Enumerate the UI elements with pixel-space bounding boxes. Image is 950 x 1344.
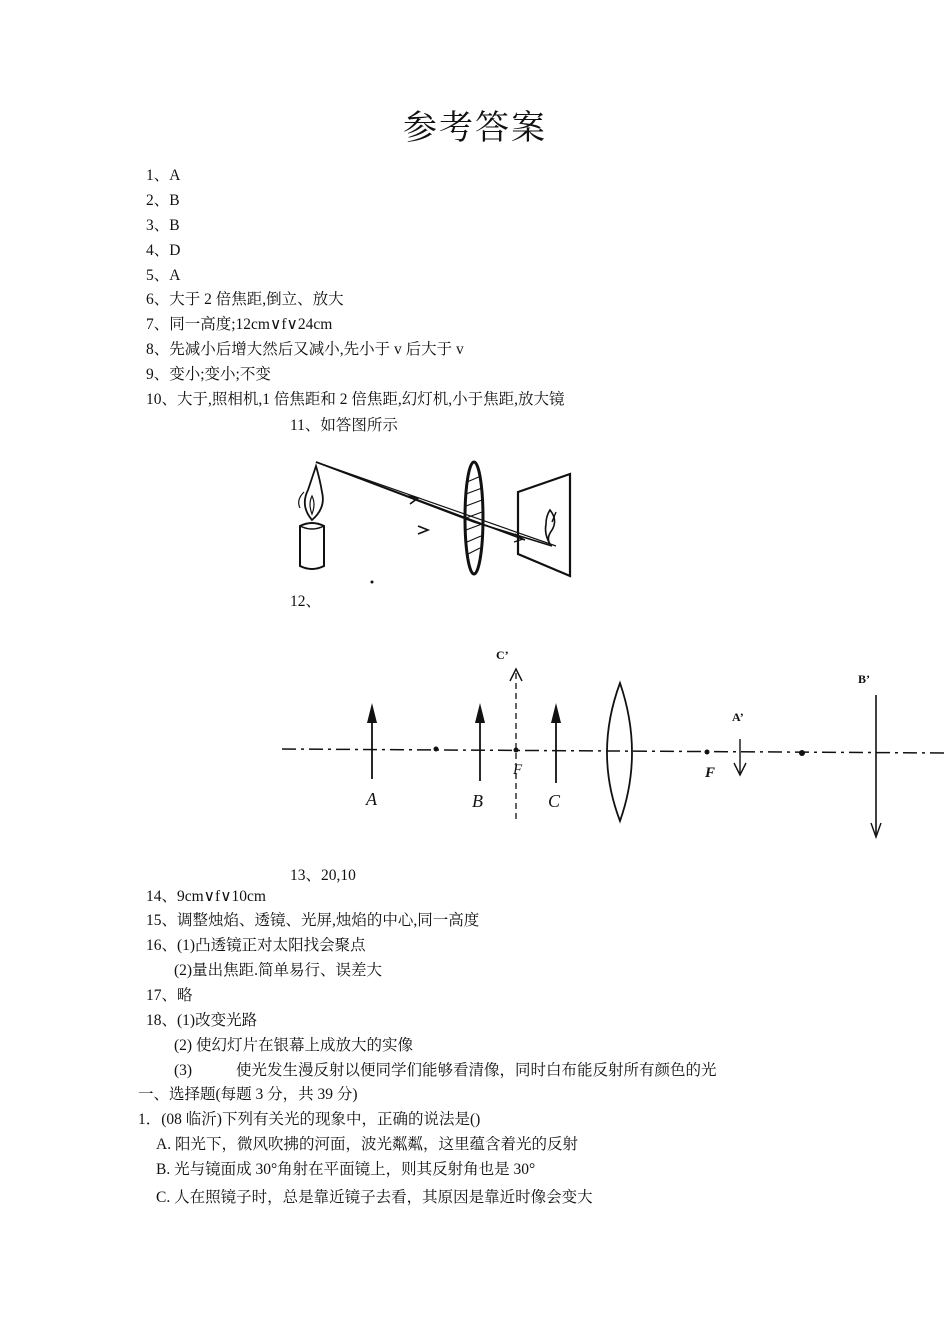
question-1-option-c: C. 人在照镜子时，总是靠近镜子去看，其原因是靠近时像会变大 [156, 1189, 593, 1206]
image-b-prime [871, 695, 881, 837]
answer-10: 10、大于,照相机,1 倍焦距和 2 倍焦距,幻灯机,小于焦距,放大镜 [146, 391, 565, 408]
label-a-prime: A’ [732, 710, 744, 724]
label-a: A [366, 789, 377, 809]
answer-15: 15、调整烛焰、透镜、光屏,烛焰的中心,同一高度 [146, 912, 480, 929]
candle-body [300, 523, 324, 569]
candle-lens-screen-figure [290, 448, 590, 588]
object-c [551, 703, 561, 783]
page-title: 参考答案 [403, 108, 547, 148]
answer-9: 9、变小;变小;不变 [146, 366, 271, 383]
answer-6: 6、大于 2 倍焦距,倒立、放大 [146, 291, 344, 308]
answer-18-part1: 18、(1)改变光路 [146, 1012, 258, 1029]
answer-13: 13、20,10 [290, 867, 356, 884]
answer-2: 2、B [146, 192, 180, 209]
label-b-prime: B’ [858, 672, 870, 686]
convex-lens-2 [607, 683, 632, 821]
answer-14: 14、9cm∨f∨10cm [146, 888, 266, 905]
answer-16-part1: 16、(1)凸透镜正对太阳找会聚点 [146, 937, 366, 954]
answer-11: 11、如答图所示 [290, 417, 398, 434]
candle-flame [305, 466, 323, 520]
object-a [367, 703, 377, 779]
question-1-option-a: A. 阳光下，微风吹拂的河面，波光粼粼，这里蕴含着光的反射 [156, 1136, 578, 1153]
answer-16-part2: (2)量出焦距.简单易行、误差大 [174, 962, 382, 979]
answer-18-part3-text: 使光发生漫反射以便同学们能够看清像，同时白布能反射所有颜色的光 [236, 1062, 717, 1079]
label-f-left: F [513, 762, 523, 778]
answer-5: 5、A [146, 267, 181, 284]
question-1: 1．(08 临沂)下列有关光的现象中，正确的说法是() [138, 1111, 481, 1128]
answer-4: 4、D [146, 242, 181, 259]
label-c-prime: C’ [496, 648, 509, 662]
answer-18-part2: (2) 使幻灯片在银幕上成放大的实像 [174, 1037, 413, 1054]
answer-17: 17、略 [146, 987, 193, 1004]
answer-1: 1、A [146, 167, 181, 184]
light-screen [518, 474, 570, 576]
label-b: B [472, 791, 483, 811]
answer-7: 7、同一高度;12cm∨f∨24cm [146, 316, 333, 333]
object-b [475, 703, 485, 781]
optical-axis-figure [282, 643, 947, 843]
answer-8: 8、先减小后增大然后又减小,先小于 v 后大于 v [146, 341, 464, 358]
section-heading: 一、选择题(每题 3 分，共 39 分) [138, 1086, 358, 1103]
question-1-option-b: B. 光与镜面成 30°角射在平面镜上，则其反射角也是 30° [156, 1161, 536, 1178]
answer-18-part3-number: (3) [174, 1062, 193, 1079]
answer-3: 3、B [146, 217, 180, 234]
principal-axis [282, 749, 944, 753]
answer-12: 12、 [290, 593, 322, 610]
label-c: C [548, 791, 561, 811]
label-f-right: F [705, 765, 716, 781]
image-a-prime [734, 739, 746, 775]
